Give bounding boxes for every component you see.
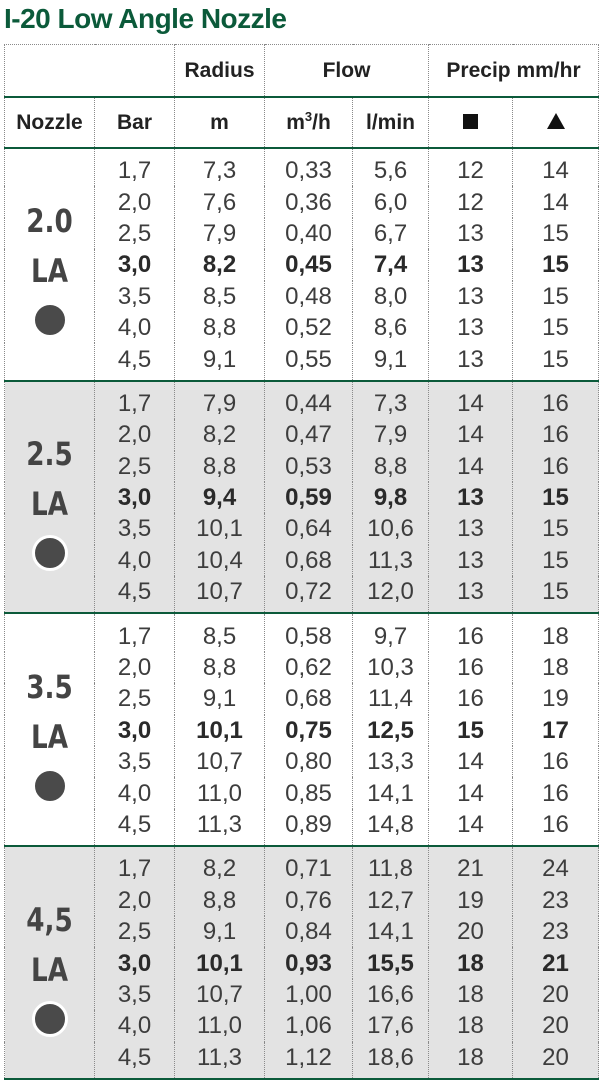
cell-precip-square: 20: [429, 916, 513, 947]
table-row: [5, 576, 599, 613]
cell-flow-lmin: 18,6: [353, 1042, 429, 1079]
cell-precip-triangle: 20: [513, 1010, 599, 1041]
cell-flow-lmin: 9,7: [353, 613, 429, 651]
cell-radius-m: 9,1: [175, 916, 265, 947]
cell-precip-square: 16: [429, 683, 513, 714]
header-row-units: [5, 97, 599, 148]
nozzle-size-label: 4,5: [26, 900, 73, 939]
cell-flow-lmin: 14,1: [353, 777, 429, 808]
table-row: [5, 545, 599, 576]
cell-bar: 4,0: [95, 545, 175, 576]
cell-precip-square: 14: [429, 777, 513, 808]
cell-precip-triangle: 16: [513, 777, 599, 808]
cell-flow-m3h: 0,68: [265, 545, 353, 576]
table-row: [5, 419, 599, 450]
cell-radius-m: 8,8: [175, 652, 265, 683]
cell-precip-triangle: 23: [513, 916, 599, 947]
cell-precip-square: 13: [429, 545, 513, 576]
table-row: [5, 1010, 599, 1041]
cell-flow-lmin: 12,5: [353, 715, 429, 746]
cell-precip-triangle: 14: [513, 148, 599, 186]
cell-bar: 3,5: [95, 746, 175, 777]
table-row: [5, 613, 599, 651]
table-row: [5, 482, 599, 513]
cell-flow-m3h: 0,75: [265, 715, 353, 746]
header-square-spacing: [429, 97, 513, 148]
cell-precip-triangle: 15: [513, 343, 599, 380]
cell-radius-m: 10,4: [175, 545, 265, 576]
cell-flow-m3h: 0,62: [265, 652, 353, 683]
cell-radius-m: 11,3: [175, 809, 265, 846]
table-row: [5, 312, 599, 343]
cell-precip-square: 12: [429, 186, 513, 217]
cell-bar: 3,0: [95, 947, 175, 978]
cell-precip-square: 18: [429, 1010, 513, 1041]
cell-radius-m: 10,7: [175, 576, 265, 613]
table-row: [5, 281, 599, 312]
cell-flow-lmin: 9,1: [353, 343, 429, 380]
cell-bar: 3,0: [95, 715, 175, 746]
cell-flow-m3h: 0,52: [265, 312, 353, 343]
table-body: [5, 148, 599, 1079]
cell-flow-lmin: 6,7: [353, 218, 429, 249]
cell-bar: 4,5: [95, 1042, 175, 1079]
cell-flow-m3h: 0,59: [265, 482, 353, 513]
cell-radius-m: 10,7: [175, 746, 265, 777]
m3h-superscript: 3: [304, 108, 313, 124]
cell-precip-triangle: 15: [513, 513, 599, 544]
cell-radius-m: 9,1: [175, 683, 265, 714]
nozzle-cell: [5, 381, 95, 614]
cell-flow-lmin: 14,8: [353, 809, 429, 846]
cell-radius-m: 10,1: [175, 947, 265, 978]
cell-precip-triangle: 20: [513, 1042, 599, 1079]
nozzle-size-label: 2.0: [26, 202, 73, 241]
cell-flow-lmin: 14,1: [353, 916, 429, 947]
m3h-tail: /h: [312, 110, 331, 134]
cell-radius-m: 8,5: [175, 281, 265, 312]
cell-flow-m3h: 0,93: [265, 947, 353, 978]
table-row: [5, 809, 599, 846]
cell-flow-lmin: 16,6: [353, 979, 429, 1010]
cell-radius-m: 8,2: [175, 249, 265, 280]
cell-radius-m: 7,3: [175, 148, 265, 186]
table-row: [5, 916, 599, 947]
cell-precip-triangle: 19: [513, 683, 599, 714]
cell-flow-m3h: 0,58: [265, 613, 353, 651]
cell-flow-m3h: 0,76: [265, 885, 353, 916]
cell-precip-triangle: 15: [513, 312, 599, 343]
cell-radius-m: 11,0: [175, 777, 265, 808]
cell-flow-lmin: 10,3: [353, 652, 429, 683]
cell-flow-lmin: 9,8: [353, 482, 429, 513]
table-row: [5, 343, 599, 380]
cell-flow-m3h: 0,80: [265, 746, 353, 777]
nozzle-performance-table: [4, 44, 599, 1080]
cell-radius-m: 9,1: [175, 343, 265, 380]
cell-flow-m3h: 0,68: [265, 683, 353, 714]
cell-radius-m: 8,8: [175, 312, 265, 343]
table-row: [5, 148, 599, 186]
cell-flow-m3h: 0,55: [265, 343, 353, 380]
cell-bar: 3,0: [95, 249, 175, 280]
header-row-groups: [5, 45, 599, 98]
cell-bar: 2,5: [95, 218, 175, 249]
cell-flow-m3h: 0,48: [265, 281, 353, 312]
cell-radius-m: 7,9: [175, 381, 265, 419]
cell-flow-lmin: 12,0: [353, 576, 429, 613]
cell-flow-m3h: 0,36: [265, 186, 353, 217]
cell-precip-triangle: 16: [513, 809, 599, 846]
header-triangle-spacing: [513, 97, 599, 148]
cell-bar: 3,5: [95, 513, 175, 544]
cell-radius-m: 11,0: [175, 1010, 265, 1041]
cell-flow-m3h: 0,47: [265, 419, 353, 450]
cell-flow-m3h: 0,71: [265, 846, 353, 884]
cell-flow-m3h: 0,89: [265, 809, 353, 846]
cell-precip-square: 18: [429, 1042, 513, 1079]
cell-bar: 4,0: [95, 312, 175, 343]
cell-flow-m3h: 0,72: [265, 576, 353, 613]
table-row: [5, 381, 599, 419]
cell-precip-square: 13: [429, 343, 513, 380]
nozzle-type-label: LA: [30, 950, 69, 989]
table-row: [5, 683, 599, 714]
table-row: [5, 652, 599, 683]
cell-precip-square: 12: [429, 148, 513, 186]
nozzle-color-dot-icon: [32, 768, 68, 804]
cell-precip-triangle: 15: [513, 281, 599, 312]
cell-flow-lmin: 8,6: [353, 312, 429, 343]
page-title: I-20 Low Angle Nozzle: [4, 3, 287, 34]
cell-bar: 4,0: [95, 777, 175, 808]
cell-flow-m3h: 0,40: [265, 218, 353, 249]
cell-bar: 4,0: [95, 1010, 175, 1041]
cell-precip-square: 16: [429, 652, 513, 683]
nozzle-color-dot-icon: [32, 302, 68, 338]
cell-precip-triangle: 16: [513, 746, 599, 777]
cell-flow-m3h: 0,85: [265, 777, 353, 808]
nozzle-color-dot-icon: [32, 535, 68, 571]
cell-flow-lmin: 5,6: [353, 148, 429, 186]
cell-bar: 3,0: [95, 482, 175, 513]
cell-flow-m3h: 0,45: [265, 249, 353, 280]
cell-radius-m: 8,2: [175, 846, 265, 884]
cell-precip-square: 13: [429, 482, 513, 513]
nozzle-type-label: LA: [30, 252, 69, 291]
nozzle-type-label: LA: [30, 485, 69, 524]
nozzle-size-label: 2.5: [26, 435, 73, 474]
cell-precip-triangle: 14: [513, 186, 599, 217]
cell-bar: 1,7: [95, 381, 175, 419]
cell-flow-m3h: 1,12: [265, 1042, 353, 1079]
cell-radius-m: 8,5: [175, 613, 265, 651]
cell-precip-triangle: 15: [513, 218, 599, 249]
table-row: [5, 846, 599, 884]
cell-flow-lmin: 13,3: [353, 746, 429, 777]
table-row: [5, 715, 599, 746]
nozzle-color-dot-icon: [32, 1001, 68, 1037]
cell-precip-triangle: 16: [513, 419, 599, 450]
cell-radius-m: 9,4: [175, 482, 265, 513]
cell-flow-lmin: 8,0: [353, 281, 429, 312]
header-m3h: [265, 97, 353, 148]
cell-precip-square: 14: [429, 419, 513, 450]
cell-flow-lmin: 7,4: [353, 249, 429, 280]
header-blank: [5, 45, 175, 98]
cell-precip-triangle: 17: [513, 715, 599, 746]
cell-precip-square: 16: [429, 613, 513, 651]
table-row: [5, 249, 599, 280]
table-row: [5, 218, 599, 249]
cell-precip-square: 18: [429, 947, 513, 978]
cell-flow-lmin: 11,8: [353, 846, 429, 884]
cell-precip-square: 14: [429, 746, 513, 777]
cell-flow-lmin: 8,8: [353, 451, 429, 482]
table-row: [5, 979, 599, 1010]
cell-precip-square: 14: [429, 809, 513, 846]
cell-bar: 2,0: [95, 885, 175, 916]
cell-bar: 2,0: [95, 186, 175, 217]
cell-bar: 4,5: [95, 343, 175, 380]
table-row: [5, 746, 599, 777]
cell-bar: 3,5: [95, 979, 175, 1010]
cell-precip-square: 15: [429, 715, 513, 746]
cell-precip-square: 18: [429, 979, 513, 1010]
cell-flow-lmin: 6,0: [353, 186, 429, 217]
cell-radius-m: 10,1: [175, 715, 265, 746]
cell-flow-lmin: 11,4: [353, 683, 429, 714]
cell-bar: 2,5: [95, 916, 175, 947]
cell-bar: 4,5: [95, 576, 175, 613]
cell-flow-lmin: 15,5: [353, 947, 429, 978]
cell-bar: 1,7: [95, 613, 175, 651]
cell-radius-m: 10,7: [175, 979, 265, 1010]
cell-flow-m3h: 0,53: [265, 451, 353, 482]
cell-precip-square: 13: [429, 281, 513, 312]
cell-precip-triangle: 15: [513, 545, 599, 576]
cell-flow-m3h: 1,00: [265, 979, 353, 1010]
header-m: m: [175, 97, 265, 148]
cell-precip-triangle: 16: [513, 381, 599, 419]
cell-radius-m: 7,9: [175, 218, 265, 249]
nozzle-size-label: 3.5: [26, 667, 73, 706]
cell-precip-square: 13: [429, 513, 513, 544]
cell-bar: 1,7: [95, 846, 175, 884]
cell-precip-triangle: 18: [513, 613, 599, 651]
cell-flow-lmin: 12,7: [353, 885, 429, 916]
cell-precip-triangle: 15: [513, 482, 599, 513]
cell-flow-m3h: 0,44: [265, 381, 353, 419]
cell-precip-square: 14: [429, 451, 513, 482]
cell-precip-triangle: 23: [513, 885, 599, 916]
cell-precip-square: 13: [429, 249, 513, 280]
cell-radius-m: 8,8: [175, 885, 265, 916]
cell-flow-lmin: 7,9: [353, 419, 429, 450]
table-row: [5, 451, 599, 482]
cell-precip-square: 13: [429, 218, 513, 249]
square-icon: [463, 114, 478, 129]
cell-bar: 2,0: [95, 419, 175, 450]
cell-radius-m: 11,3: [175, 1042, 265, 1079]
cell-bar: 1,7: [95, 148, 175, 186]
cell-flow-m3h: 0,64: [265, 513, 353, 544]
table-row: [5, 1042, 599, 1079]
header-radius: Radius: [175, 45, 265, 98]
cell-precip-triangle: 24: [513, 846, 599, 884]
cell-flow-lmin: 17,6: [353, 1010, 429, 1041]
cell-precip-triangle: 21: [513, 947, 599, 978]
cell-radius-m: 10,1: [175, 513, 265, 544]
table-row: [5, 947, 599, 978]
cell-precip-triangle: 16: [513, 451, 599, 482]
cell-precip-square: 19: [429, 885, 513, 916]
header-nozzle: Nozzle: [5, 97, 95, 148]
table-row: [5, 885, 599, 916]
cell-bar: 4,5: [95, 809, 175, 846]
table-row: [5, 777, 599, 808]
cell-bar: 2,5: [95, 451, 175, 482]
cell-precip-triangle: 18: [513, 652, 599, 683]
cell-precip-square: 13: [429, 312, 513, 343]
cell-precip-square: 21: [429, 846, 513, 884]
header-precip: Precip mm/hr: [429, 45, 599, 98]
nozzle-cell: [5, 613, 95, 846]
cell-precip-triangle: 15: [513, 576, 599, 613]
cell-flow-lmin: 11,3: [353, 545, 429, 576]
nozzle-cell: [5, 846, 95, 1079]
cell-flow-m3h: 0,84: [265, 916, 353, 947]
cell-radius-m: 7,6: [175, 186, 265, 217]
cell-radius-m: 8,2: [175, 419, 265, 450]
cell-bar: 2,5: [95, 683, 175, 714]
cell-precip-square: 14: [429, 381, 513, 419]
cell-flow-m3h: 0,33: [265, 148, 353, 186]
cell-flow-lmin: 7,3: [353, 381, 429, 419]
table-row: [5, 186, 599, 217]
cell-precip-triangle: 20: [513, 979, 599, 1010]
header-lmin: l/min: [353, 97, 429, 148]
header-bar: Bar: [95, 97, 175, 148]
cell-bar: 3,5: [95, 281, 175, 312]
m3h-base: m: [286, 110, 305, 134]
cell-bar: 2,0: [95, 652, 175, 683]
nozzle-cell: [5, 148, 95, 381]
cell-flow-m3h: 1,06: [265, 1010, 353, 1041]
triangle-icon: [547, 113, 565, 129]
cell-radius-m: 8,8: [175, 451, 265, 482]
cell-precip-triangle: 15: [513, 249, 599, 280]
nozzle-type-label: LA: [30, 717, 69, 756]
cell-flow-lmin: 10,6: [353, 513, 429, 544]
cell-precip-square: 13: [429, 576, 513, 613]
header-flow: Flow: [265, 45, 429, 98]
table-row: [5, 513, 599, 544]
